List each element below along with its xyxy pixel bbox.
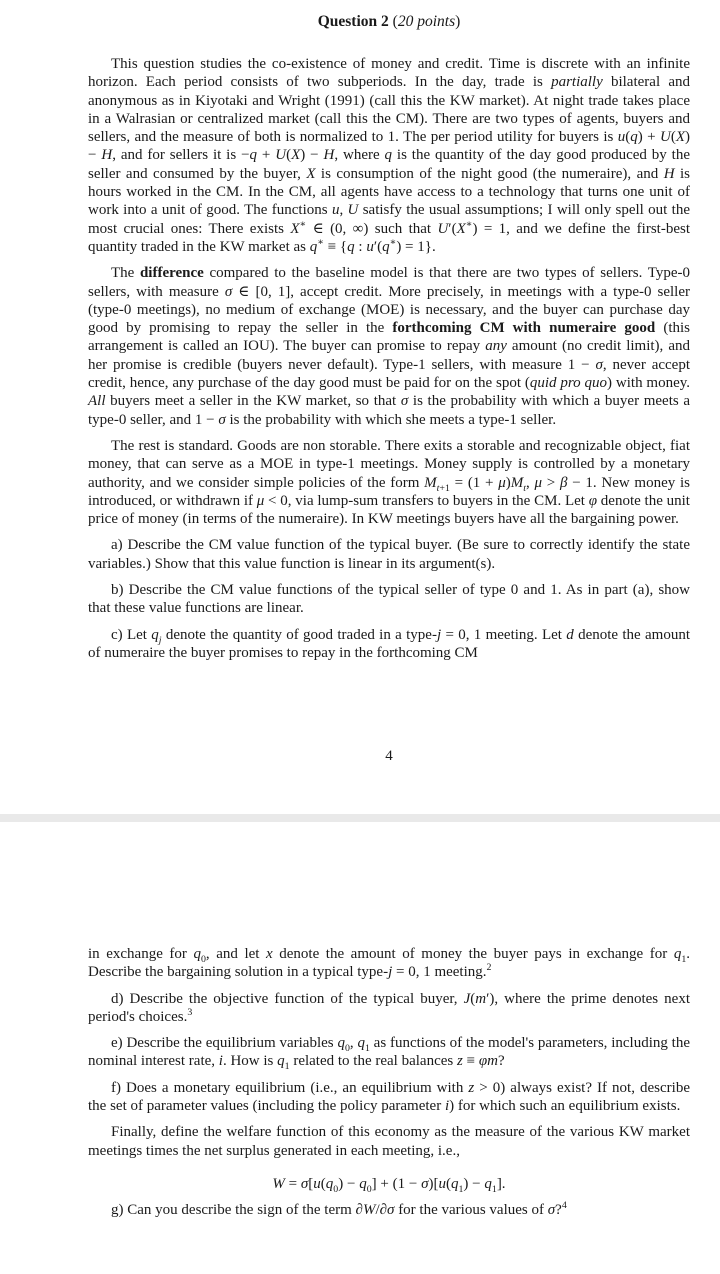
page-divider: [0, 814, 720, 822]
item-f: f) Does a monetary equilibrium (i.e., an equilibrium with z > 0) always exist? If not, describe the set of parameter values (including the policy parameter i) for which such an equilibrium exists.: [88, 1079, 690, 1115]
page-1-text-block: [88, 0, 690, 662]
item-e: e) Describe the equilibrium variables $q_0$, $q_1$ as functions of the model's parameters, including the nominal interest rate, i. How is $q_1$ related to the real balances z ≡ φm?: [88, 1035, 691, 1073]
item-a: a) Describe the CM value function of the typical buyer. (Be sure to correctly identify the state variables.) Show that this value function is linear in its argument(s).: [88, 537, 690, 572]
page-2: [0, 822, 720, 1274]
formula-welfare: $W = \sigma[u(q_0) - q_0] + (1 - \sigma)[u(q_1) - q_1]$.: [272, 1175, 506, 1195]
page-number: 4: [385, 748, 393, 764]
page-2-text-block: [88, 945, 690, 1220]
paragraph-standard: The rest is standard. Goods are non storable. There exits a storable and recognizable object, fiat money, that can serve as a MOE in type-1 meetings. Money supply is controlled by a monetary authority, and we consider simple policies of the form $M_{t+1} = (1 + \mu)M_t$, μ > β − 1. New money is introduced, or withdrawn if μ < 0, via lump-sum transfers to buyers in the CM. Let φ denote the unit price of money (in terms of the numeraire). In KW meetings buyers have all the bargaining power.: [88, 437, 690, 528]
page-2-body: [88, 945, 690, 1220]
paragraph-item-c-continued: in exchange for $q_0$, and let x denote the amount of money the buyer pays in exchange for $q_1$. Describe the bargaining solution in a typical type-j = 0, 1 meeting.$^2$: [88, 946, 690, 981]
item-b: b) Describe the CM value functions of the typical seller of type 0 and 1. As in part (a), show that these value functions are linear.: [88, 582, 690, 617]
paragraph-difference: The difference compared to the baseline model is that there are two types of sellers. Type-0 sellers, with measure σ ∈ [0, 1], accept credit. More precisely, in meetings with a type-0 seller (type-0 meetings), no medium of exchange (MOE) is necessary, and the buyer can purchase day good by promising to repay the seller in the forthcoming CM with numeraire good (this arrangement is called an IOU). The buyer can promise to repay any amount (no credit limit), and her promise is credible (buyers never default). Type-1 sellers, with measure 1 − σ, never accept credit, hence, any purchase of the day good must be paid for on the spot (quid pro quo) with money. All buyers meet a seller in the KW market, so that σ is the probability with which a buyer meets a type-0 seller, and 1 − σ is the probability with which she meets a type-1 seller.: [88, 265, 691, 428]
item-g: g) Can you describe the sign of the term ∂W/∂σ for the various values of σ?$^4$: [111, 1200, 567, 1219]
item-c: c) Let $q_j$ denote the quantity of good traded in a type-j = 0, 1 meeting. Let d denote the amount of numeraire the buyer promises to repay in the forthcoming CM: [88, 626, 691, 661]
item-d: d) Describe the objective function of the typical buyer, J(m′), where the prime denotes next period's choices.$^3$: [88, 990, 690, 1025]
question-title: Question 2 (20 points): [317, 13, 461, 30]
paragraph-intro: This question studies the co-existence of money and credit. Time is discrete with an infinite horizon. Each period consists of two subperiods. In the day, trade is partially bilateral and anonymous as in Kiyotaki and Wright (1991) (call this the KW market). At night trade takes place in a Walrasian or centralized market (call this the CM). There are two types of agents, buyers and sellers, and the measure of both is normalized to 1. The per period utility for buyers is u(q) + U(X) − H, and for sellers it is −q + U(X) − H, where q is the quantity of the day good produced by the seller and consumed by the buyer, X is consumption of the night good (the numeraire), and H is hours worked in the CM. In the CM, all agents have access to a technology that turns one unit of work into a unit of good. The functions u, U satisfy the usual assumptions; I will only spell out the most crucial ones: There exists X∗ ∈ (0, ∞) such that U′(X∗) = 1, and we define the first-best quantity traded in the KW market as q∗ ≡ {q : u′(q∗) = 1}.: [88, 56, 691, 255]
page-1-body: [88, 55, 690, 662]
paragraph-welfare: Finally, define the welfare function of this economy as the measure of the various KW market meetings times the net surplus generated in each meeting, i.e.,: [88, 1124, 690, 1159]
